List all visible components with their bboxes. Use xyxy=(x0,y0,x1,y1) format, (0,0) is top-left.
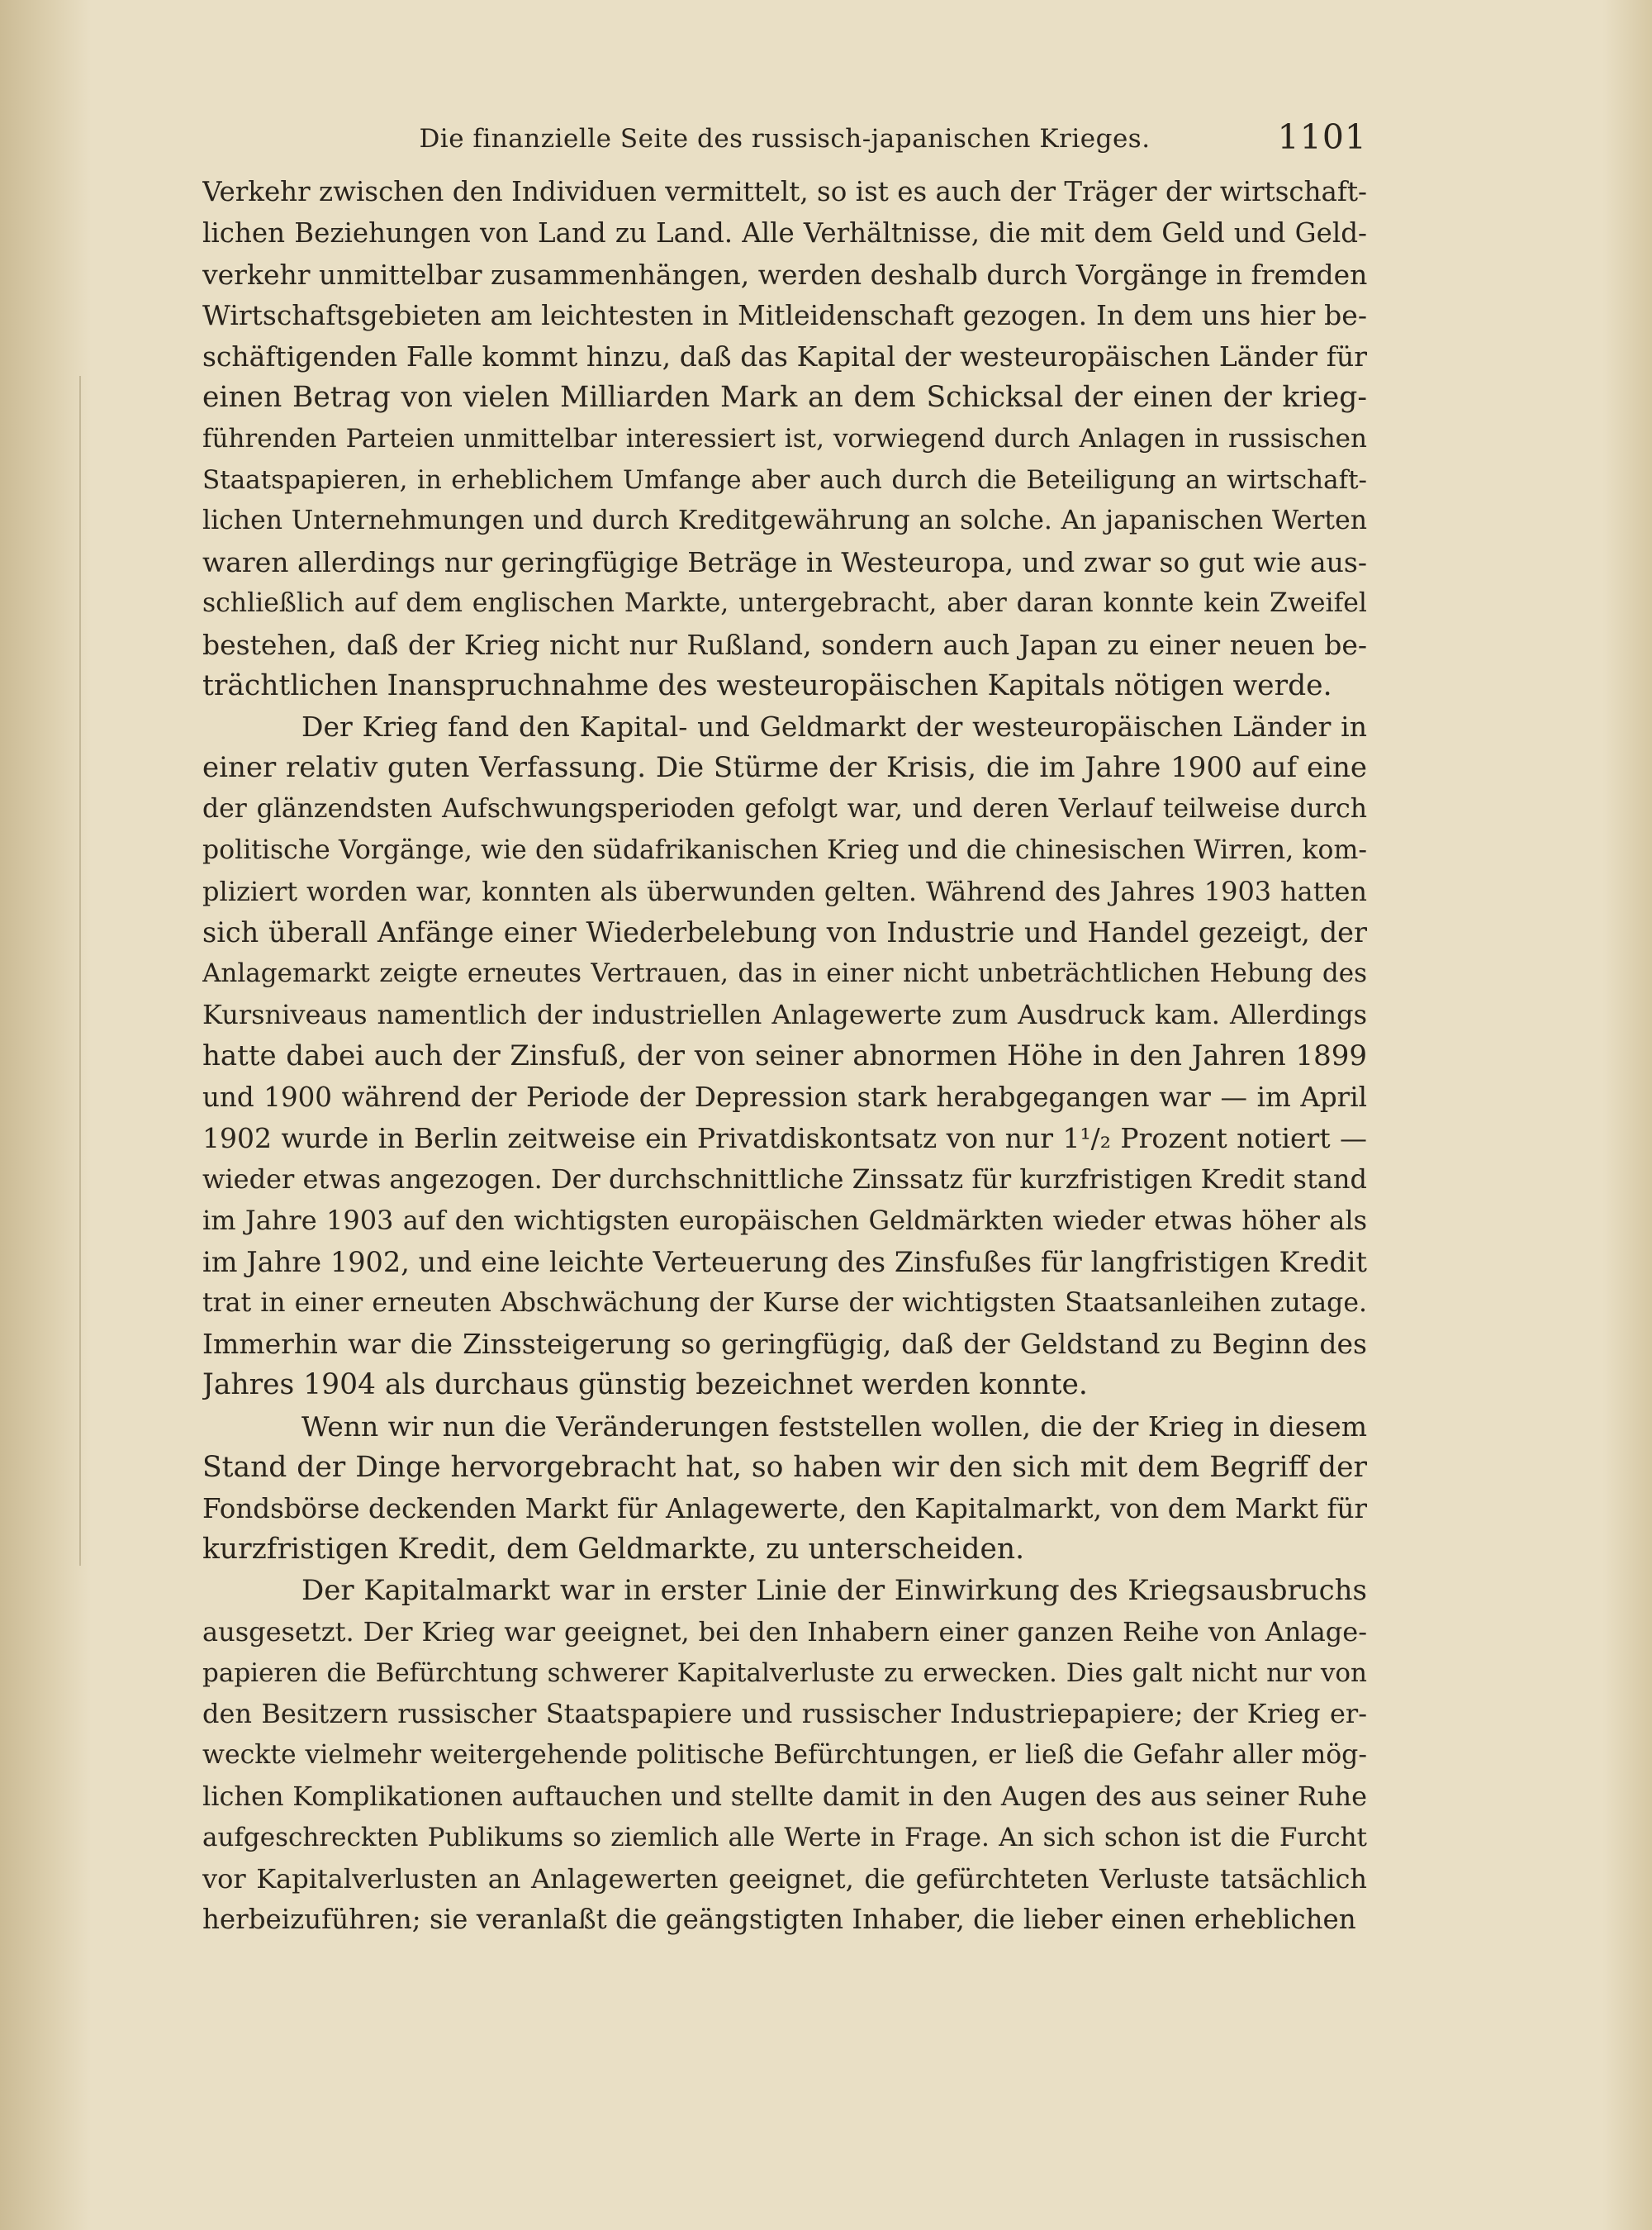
paragraph xyxy=(202,172,1367,706)
text-line: Der Krieg fand den Kapital- und Geldmarkt der westeuropäischen Länder in xyxy=(301,711,1367,744)
text-line: verkehr unmittelbar zusammenhängen, werden deshalb durch Vorgänge in fremden xyxy=(202,258,1367,291)
text-line: Staatspapieren, in erheblichem Umfange aber auch durch die Beteiligung an wirtschaft- xyxy=(202,464,1367,495)
text-line: Stand der Dinge hervorgebracht hat, so haben wir den sich mit dem Begriff der xyxy=(202,1450,1367,1484)
text-line: Anlagemarkt zeigte erneutes Vertrauen, das in einer nicht unbeträchtlichen Hebung des xyxy=(202,958,1367,989)
text-line: 1902 wurde in Berlin zeitweise ein Privatdiskontsatz von nur 1¹/₂ Prozent notiert — xyxy=(202,1122,1367,1155)
paragraph xyxy=(202,1571,1367,1941)
edge-shadow xyxy=(1602,0,1652,2230)
text-line: vor Kapitalverlusten an Anlagewerten geeignet, die gefürchteten Verluste tatsächlich xyxy=(202,1862,1367,1895)
text-line: kurzfristigen Kredit, dem Geldmarkte, zu unterscheiden. xyxy=(202,1533,1025,1567)
text-line: im Jahre 1903 auf den wichtigsten europäischen Geldmärkten wieder etwas höher als xyxy=(202,1204,1367,1236)
paragraph xyxy=(202,706,1367,1406)
text-line: lichen Beziehungen von Land zu Land. Alle Verhältnisse, die mit dem Geld und Geld- xyxy=(202,216,1367,249)
text-line: wieder etwas angezogen. Der durchschnittliche Zinssatz für kurzfristigen Kredit stand xyxy=(202,1163,1367,1196)
text-line: pliziert worden war, konnten als überwunden gelten. Während des Jahres 1903 hatten xyxy=(202,875,1367,907)
text-line: und 1900 während der Periode der Depression stark herabgegangen war — im April xyxy=(202,1081,1367,1113)
text-line: waren allerdings nur geringfügige Beträge in Westeuropa, und zwar so gut wie aus- xyxy=(202,546,1367,579)
text-line: den Besitzern russischer Staatspapiere und russischer Industriepapiere; der Krieg er- xyxy=(202,1698,1367,1730)
text-line: bestehen, daß der Krieg nicht nur Rußland, sondern auch Japan zu einer neuen be- xyxy=(202,628,1367,661)
text-line: ausgesetzt. Der Krieg war geeignet, bei den Inhabern einer ganzen Reihe von Anlage- xyxy=(202,1615,1367,1648)
text-line: hatte dabei auch der Zinsfuß, der von seiner abnormen Höhe in den Jahren 1899 xyxy=(202,1039,1367,1072)
text-line: Der Kapitalmarkt war in erster Linie der Einwirkung des Kriegsausbruchs xyxy=(301,1574,1367,1608)
gutter-line xyxy=(79,376,81,1566)
paragraph xyxy=(202,1406,1367,1571)
text-line: Jahres 1904 als durchaus günstig bezeichnet werden konnte. xyxy=(202,1368,1088,1402)
page-content xyxy=(202,116,1367,1941)
text-line: politische Vorgänge, wie den südafrikanischen Krieg und die chinesischen Wirren, kom- xyxy=(202,834,1367,865)
text-line: einen Betrag von vielen Milliarden Mark an dem Schicksal der einen der krieg- xyxy=(202,380,1367,414)
gutter-shadow xyxy=(0,0,91,2230)
text-line: trächtlichen Inanspruchnahme des westeuropäischen Kapitals nötigen werde. xyxy=(202,668,1332,702)
text-line: führenden Parteien unmittelbar interessiert ist, vorwiegend durch Anlagen in russischen xyxy=(202,423,1367,454)
text-line: trat in einer erneuten Abschwächung der Kurse der wichtigsten Staatsanleihen zutage. xyxy=(202,1287,1367,1318)
text-line: Fondsbörse deckenden Markt für Anlagewerte, den Kapitalmarkt, von dem Markt für xyxy=(202,1492,1367,1524)
body-text xyxy=(202,172,1367,1941)
text-line: Verkehr zwischen den Individuen vermittelt, so ist es auch der Träger der wirtschaft- xyxy=(202,176,1367,207)
text-line: lichen Komplikationen auftauchen und stellte damit in den Augen des aus seiner Ruhe xyxy=(202,1781,1367,1813)
page-number: 1101 xyxy=(1277,117,1367,157)
text-line: Kursniveaus namentlich der industriellen Anlagewerte zum Ausdruck kam. Allerdings xyxy=(202,998,1367,1030)
text-line: der glänzendsten Aufschwungsperioden gefolgt war, und deren Verlauf teilweise durch xyxy=(202,793,1367,824)
text-line: schäftigenden Falle kommt hinzu, daß das Kapital der westeuropäischen Länder für xyxy=(202,340,1367,373)
running-title: Die finanzielle Seite des russisch-japanischen Krieges. xyxy=(419,124,1151,154)
text-line: schließlich auf dem englischen Markte, untergebracht, aber daran konnte kein Zweifel xyxy=(202,587,1367,618)
page-header xyxy=(202,116,1367,165)
text-line: aufgeschreckten Publikums so ziemlich alle Werte in Frage. An sich schon ist die Furcht xyxy=(202,1822,1367,1852)
text-line: Wenn wir nun die Veränderungen feststellen wollen, die der Krieg in diesem xyxy=(301,1410,1367,1443)
text-line: einer relativ guten Verfassung. Die Stürme der Krisis, die im Jahre 1900 auf eine xyxy=(202,751,1367,785)
text-line: papieren die Befürchtung schwerer Kapitalverluste zu erwecken. Dies galt nicht nur von xyxy=(202,1657,1367,1688)
text-line: sich überall Anfänge einer Wiederbelebung von Industrie und Handel gezeigt, der xyxy=(202,916,1367,949)
text-line: Immerhin war die Zinssteigerung so geringfügig, daß der Geldstand zu Beginn des xyxy=(202,1328,1367,1361)
text-line: lichen Unternehmungen und durch Kreditgewährung an solche. An japanischen Werten xyxy=(202,506,1367,536)
text-line: im Jahre 1902, und eine leichte Verteuerung des Zinsfußes für langfristigen Kredit xyxy=(202,1245,1367,1278)
text-line: weckte vielmehr weitergehende politische Befürchtungen, er ließ die Gefahr aller mög- xyxy=(202,1740,1367,1771)
text-line: herbeizuführen; sie veranlaßt die geängstigten Inhaber, die lieber einen erheblichen xyxy=(202,1904,1356,1936)
text-line: Wirtschaftsgebieten am leichtesten in Mitleidenschaft gezogen. In dem uns hier be- xyxy=(202,299,1367,332)
